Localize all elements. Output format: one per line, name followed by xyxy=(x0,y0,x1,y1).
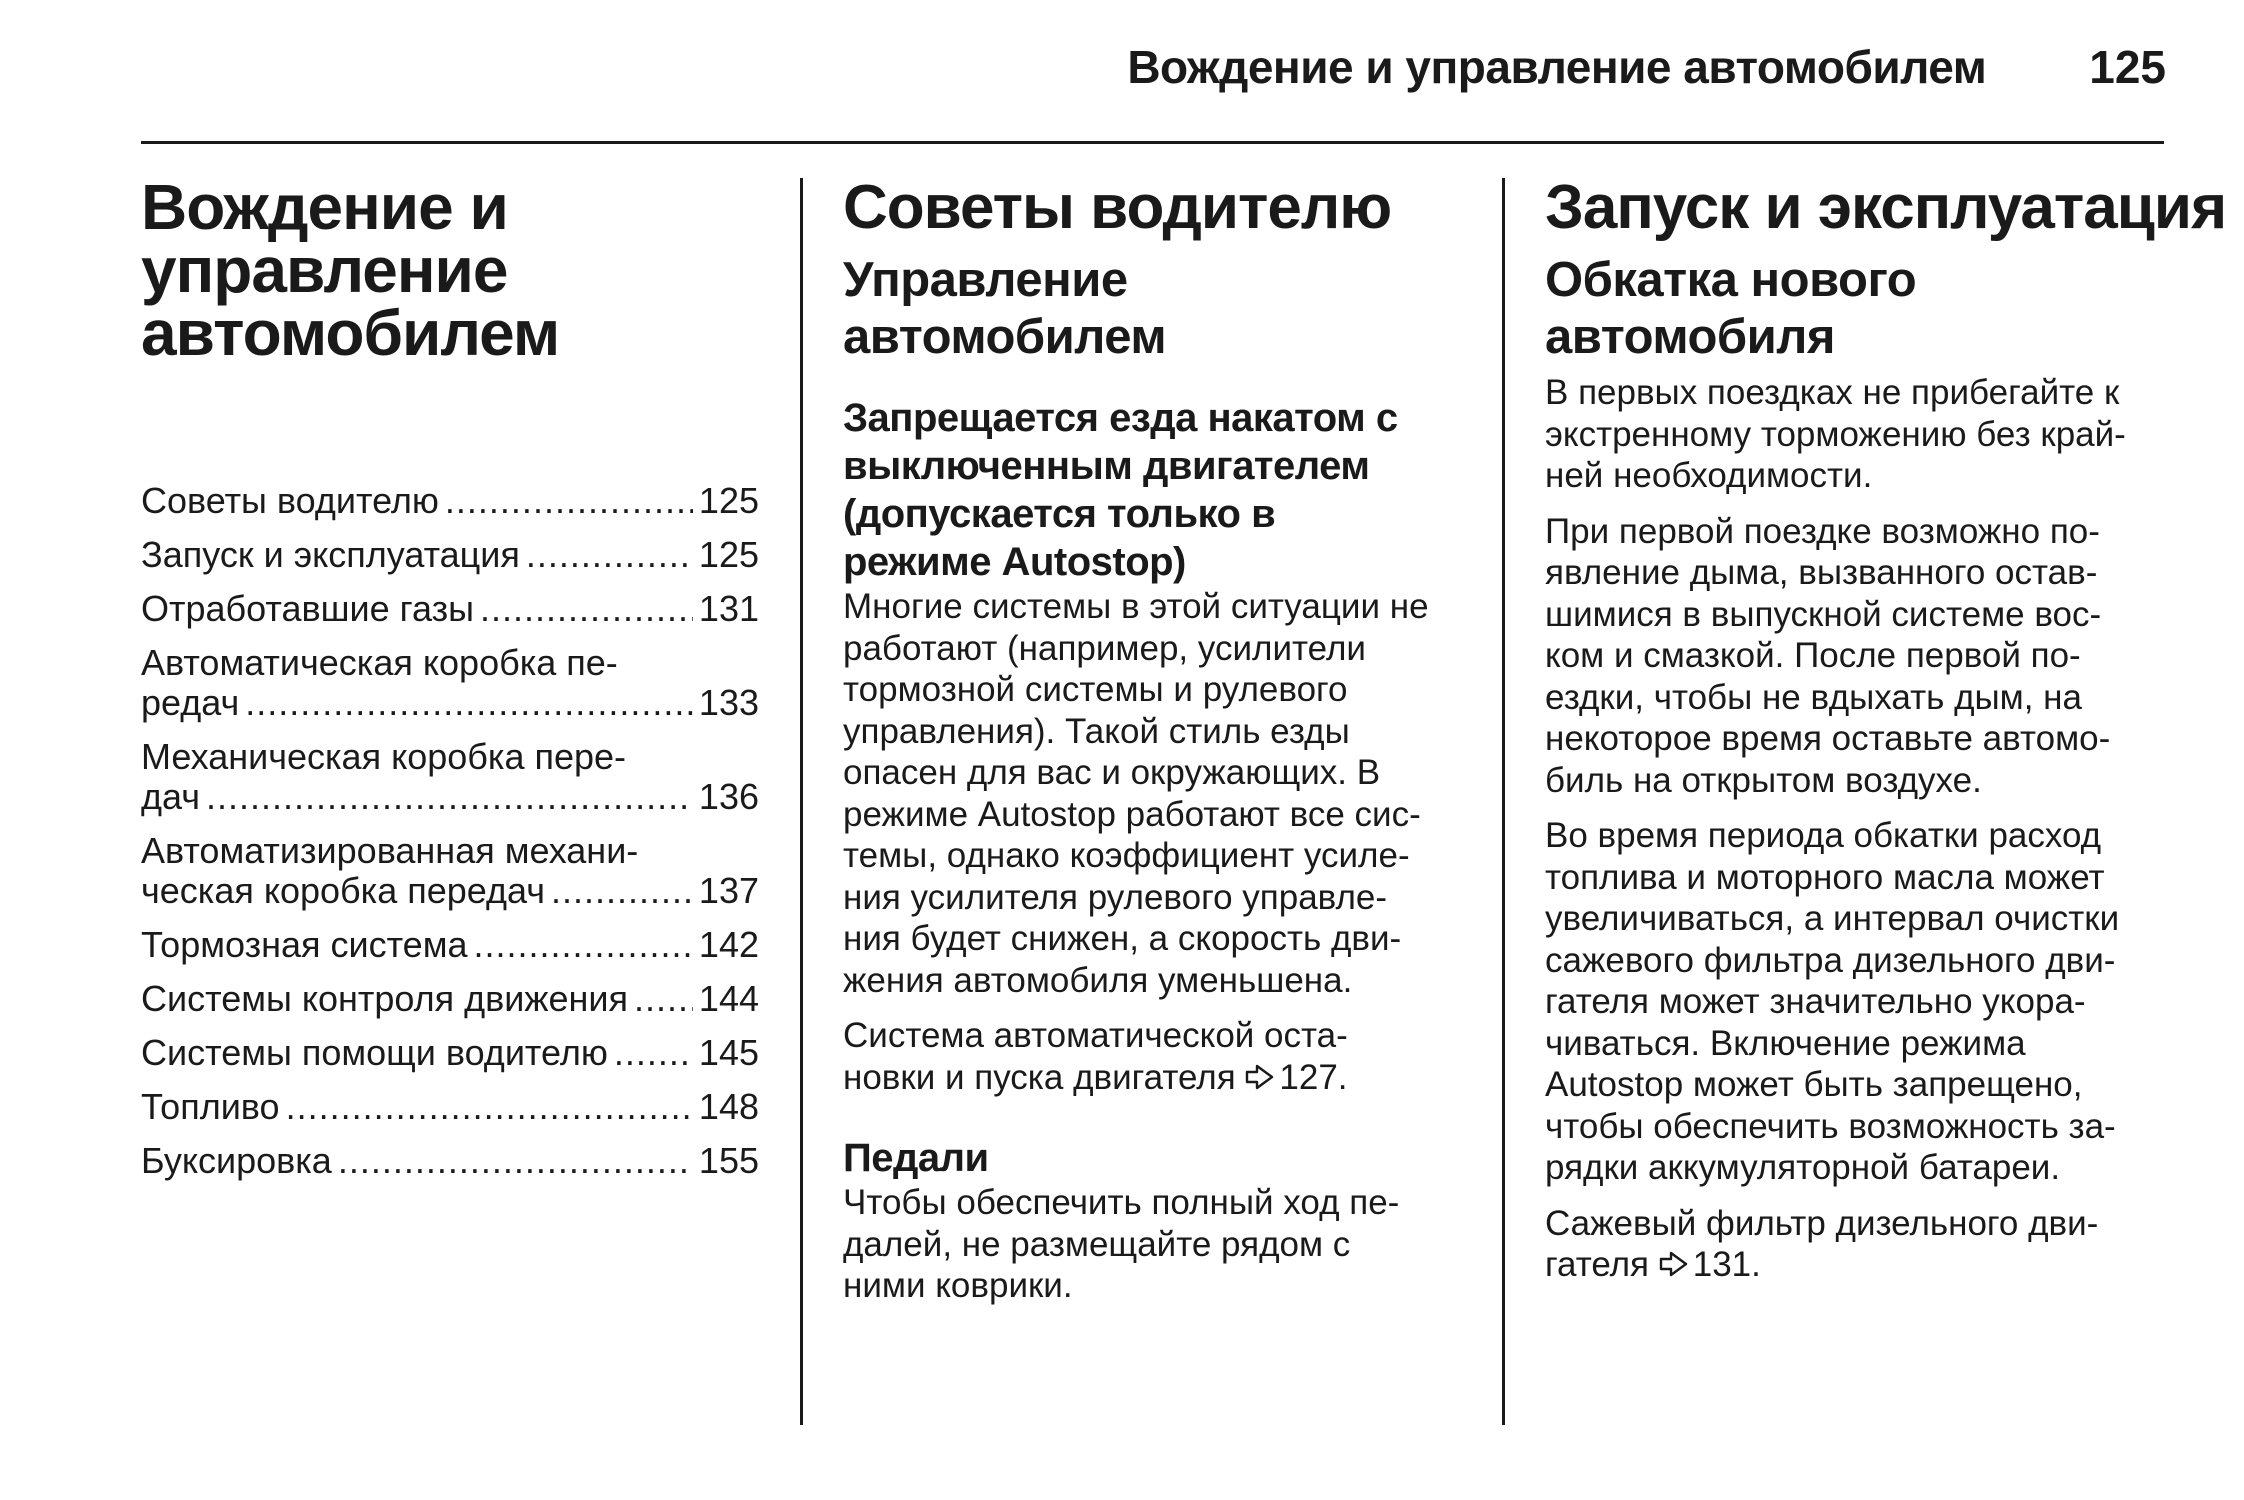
toc-label: редач xyxy=(141,682,240,723)
topic-heading-line: Запрещается езда накатом с xyxy=(843,396,1398,440)
text-line: ком и смазкой. После первой по- xyxy=(1545,636,2081,675)
toc-entry[interactable] xyxy=(141,979,759,1019)
toc-page-number: 137 xyxy=(698,870,759,911)
toc-dot-leader xyxy=(445,481,693,521)
toc-page-number: 125 xyxy=(698,480,759,521)
text-line: сажевого фильтра дизельного дви- xyxy=(1545,940,2116,980)
text-line: ней необходимости. xyxy=(1545,456,1873,495)
toc-label: Механическая коробка пере- xyxy=(141,736,627,777)
table-of-contents xyxy=(141,481,759,1195)
toc-dot-leader xyxy=(286,1087,693,1127)
toc-page-number: 144 xyxy=(698,978,759,1019)
body-paragraph xyxy=(1545,1203,2170,1286)
text-line: При первой поездке возможно по- xyxy=(1545,511,2100,551)
text-line: Чтобы обеспечить полный ход пе- xyxy=(843,1183,1400,1222)
text-line: тормозной системы и рулевого xyxy=(843,670,1348,709)
section-title: Запуск и эксплуатация xyxy=(1545,173,2227,242)
text-line xyxy=(1545,1244,2170,1286)
text-line: увеличиваться, а интервал очистки xyxy=(1545,899,2120,938)
cross-reference[interactable] xyxy=(1659,1245,1761,1284)
header-rule xyxy=(141,141,2164,144)
toc-dot-leader xyxy=(206,777,693,817)
toc-dot-leader xyxy=(480,589,693,629)
toc-dot-leader xyxy=(526,535,693,575)
running-title: Вождение и управление автомобилем xyxy=(1127,41,1987,93)
text-line: некоторое время оставьте автомо- xyxy=(1545,719,2111,758)
subsection-title xyxy=(1545,252,2170,366)
toc-label: Системы контроля движения xyxy=(141,978,628,1019)
section-title: Советы водителю xyxy=(843,173,1392,242)
body-paragraph xyxy=(843,1015,1463,1098)
topic-coasting xyxy=(843,394,1463,1098)
text-line: режиме Autostop работают все сис- xyxy=(843,794,1421,834)
subsection-title-line: Управление xyxy=(843,253,1128,307)
column-chapter-contents xyxy=(141,171,759,1181)
text-line: чиваться. Включение режима xyxy=(1545,1023,2026,1063)
toc-entry[interactable] xyxy=(141,481,759,521)
text-line: биль на открытом воздухе. xyxy=(1545,760,1982,800)
chapter-title-line: управление xyxy=(141,234,508,306)
toc-entry[interactable] xyxy=(141,925,759,965)
subsection-title xyxy=(843,252,1463,366)
text-line: топлива и моторного масла может xyxy=(1545,857,2105,897)
toc-entry[interactable] xyxy=(141,831,759,911)
toc-dot-leader xyxy=(245,683,693,723)
toc-page-number: 148 xyxy=(698,1086,759,1127)
body-paragraph xyxy=(843,586,1463,1001)
column-start-operation xyxy=(1545,173,2227,1300)
chapter-title-line: автомобилем xyxy=(141,297,560,369)
topic-heading-line: (допускается только в xyxy=(843,492,1276,536)
toc-label: Отработавшие газы xyxy=(141,588,474,629)
toc-page-number: 155 xyxy=(698,1140,759,1181)
cross-reference[interactable] xyxy=(1245,1058,1347,1097)
text-line: жения автомобиля уменьшена. xyxy=(843,960,1353,1000)
subsection-title-line: Обкатка нового xyxy=(1545,253,1917,307)
text-line: Система автоматической оста- xyxy=(843,1016,1348,1055)
page-number: 125 xyxy=(2089,41,2166,93)
chapter-title xyxy=(141,171,759,369)
text-line: Многие системы в этой ситуации не xyxy=(843,587,1429,626)
body-paragraph xyxy=(1545,511,2170,802)
toc-entry[interactable] xyxy=(141,589,759,629)
text-line: ними коврики. xyxy=(843,1266,1073,1305)
text-line-part: новки и пуска двигателя xyxy=(843,1057,1236,1097)
body-paragraph xyxy=(1545,815,2170,1189)
text-line: чтобы обеспечить возможность за- xyxy=(1545,1106,2116,1146)
toc-dot-leader xyxy=(614,1033,693,1073)
toc-label: Буксировка xyxy=(141,1140,332,1181)
toc-page-number: 125 xyxy=(698,534,759,575)
text-line: гателя может значительно укора- xyxy=(1545,982,2086,1021)
toc-entry[interactable] xyxy=(141,535,759,575)
page-reference-arrow-icon xyxy=(1245,1063,1275,1091)
toc-page-number: 133 xyxy=(698,682,759,723)
toc-label: Запуск и эксплуатация xyxy=(141,534,520,575)
toc-label: Тормозная система xyxy=(141,924,468,965)
toc-dot-leader xyxy=(473,925,692,965)
page-reference-arrow-icon xyxy=(1659,1250,1689,1278)
toc-label: Советы водителю xyxy=(141,480,439,521)
text-line: работают (например, усилители xyxy=(843,628,1366,668)
toc-page-number: 136 xyxy=(698,776,759,817)
text-line: Autostop может быть запрещено, xyxy=(1545,1065,2083,1104)
column-divider xyxy=(1502,178,1505,1425)
text-line: опасен для вас и окружающих. В xyxy=(843,753,1381,792)
toc-label: дач xyxy=(141,776,200,817)
topic-heading-line: выключенным двигателем xyxy=(843,444,1370,488)
toc-label: Топливо xyxy=(141,1086,280,1127)
toc-entry[interactable] xyxy=(141,1033,759,1073)
text-line: ния будет снижен, а скорость дви- xyxy=(843,919,1402,958)
text-line-part: гателя xyxy=(1545,1245,1650,1284)
subsection-title-line: автомобиля xyxy=(1545,310,1836,364)
toc-dot-leader xyxy=(634,979,693,1019)
toc-page-number: 145 xyxy=(698,1032,759,1073)
text-line: ния усилителя рулевого управле- xyxy=(843,877,1387,917)
cross-reference-page: 127. xyxy=(1279,1057,1348,1097)
toc-label: Системы помощи водителю xyxy=(141,1032,608,1073)
topic-pedals xyxy=(843,1134,1463,1307)
running-header xyxy=(1127,40,2166,94)
toc-page-number: 142 xyxy=(698,924,759,965)
text-line: управления). Такой стиль езды xyxy=(843,711,1350,751)
body-paragraph xyxy=(843,1182,1463,1307)
text-line: Во время периода обкатки расход xyxy=(1545,816,2102,855)
text-line: В первых поездках не прибегайте к xyxy=(1545,373,2120,412)
topic-heading-line: режиме Autostop) xyxy=(843,540,1186,584)
cross-reference-page: 131. xyxy=(1692,1245,1761,1284)
subsection-title-line: автомобилем xyxy=(843,310,1167,364)
toc-entry[interactable] xyxy=(141,737,759,817)
text-line: Сажевый фильтр дизельного дви- xyxy=(1545,1203,2099,1243)
column-driving-tips xyxy=(843,173,1463,1321)
topic-heading xyxy=(843,394,1463,586)
toc-page-number: 131 xyxy=(698,588,759,629)
toc-dot-leader xyxy=(551,871,693,911)
toc-label: ческая коробка передач xyxy=(141,870,545,911)
text-line: далей, не размещайте рядом с xyxy=(843,1224,1351,1264)
toc-label: Автоматическая коробка пе- xyxy=(141,642,618,683)
topic-heading: Педали xyxy=(843,1136,989,1180)
toc-label: Автоматизированная механи- xyxy=(141,830,639,871)
toc-entry[interactable] xyxy=(141,1141,759,1181)
text-line: рядки аккумуляторной батареи. xyxy=(1545,1148,2061,1187)
chapter-title-line: Вождение и xyxy=(141,171,508,243)
body-paragraph xyxy=(1545,372,2170,497)
toc-dot-leader xyxy=(338,1141,693,1181)
text-line xyxy=(843,1057,1463,1099)
toc-entry[interactable] xyxy=(141,643,759,723)
text-line: шимися в выпускной системе вос- xyxy=(1545,594,2102,634)
text-line: ездки, чтобы не вдыхать дым, на xyxy=(1545,677,2082,717)
toc-entry[interactable] xyxy=(141,1087,759,1127)
text-line: темы, однако коэффициент усиле- xyxy=(843,836,1410,875)
text-line: экстренному торможению без край- xyxy=(1545,414,2126,454)
column-divider xyxy=(800,178,803,1425)
text-line: явление дыма, вызванного остав- xyxy=(1545,553,2098,592)
